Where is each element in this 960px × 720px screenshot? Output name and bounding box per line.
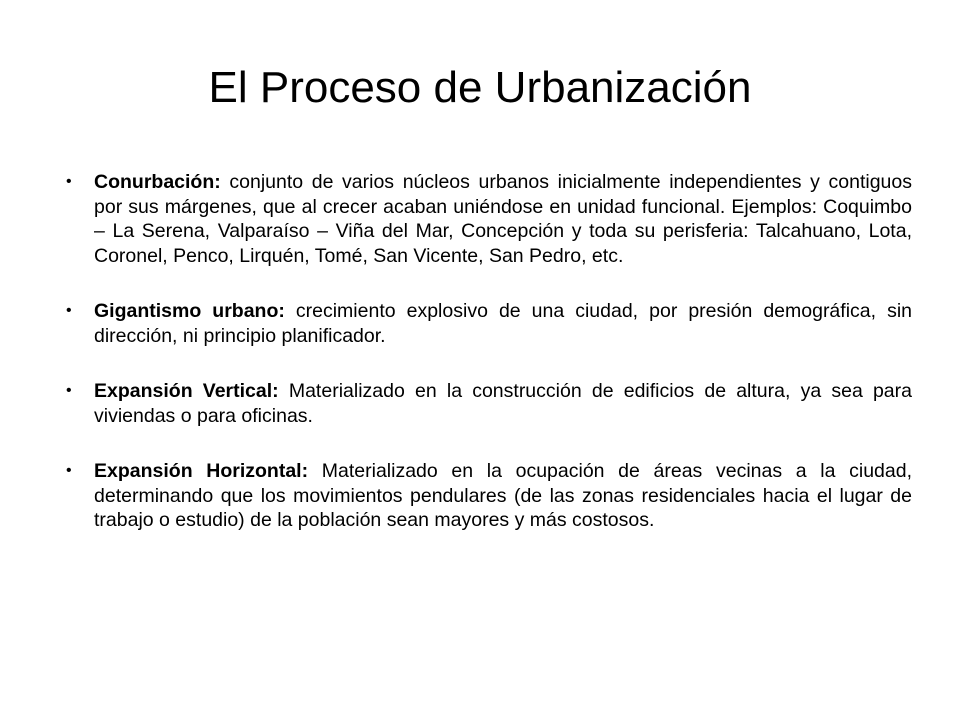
bullet-text: crecimiento explosivo de una ciudad, por presión demográfica, sin dirección, ni principio planificador. — [94, 300, 912, 347]
bullet-icon: • — [66, 462, 72, 479]
bullet-text: Materializado en la ocupación de áreas vecinas a la ciudad, determinando que los movimientos pendulares (de las zonas residenciales hacia el lugar de trabajo o estudio) de la población sean mayores y más costosos. — [94, 460, 912, 531]
bullet-icon: • — [66, 173, 72, 190]
bullet-icon: • — [66, 302, 72, 319]
bullet-term: Expansión Horizontal: — [94, 460, 322, 482]
bullet-icon: • — [66, 382, 72, 399]
bullet-text: conjunto de varios núcleos urbanos inicialmente independientes y contiguos por sus márgenes, que al crecer acaban uniéndose en unidad funcional. Ejemplos: Coquimbo – La Serena, Valparaíso – Viña del Mar, Concepción y toda su perisferia: Talcahuano, Lota, Coronel, Penco, Lirquén, Tomé, San Vicente, San Pedro, etc. — [94, 171, 912, 267]
bullet-list — [66, 170, 912, 533]
bullet-term: Expansión Vertical: — [94, 380, 289, 402]
bullet-item-expansion-horizontal — [66, 459, 912, 533]
bullet-item-conurbacion — [66, 170, 912, 268]
bullet-text: Materializado en la construcción de edificios de altura, ya sea para viviendas o para oficinas. — [94, 380, 912, 427]
bullet-term: Conurbación: — [94, 171, 230, 193]
slide-title: El Proceso de Urbanización — [208, 63, 752, 112]
bullet-item-expansion-vertical — [66, 379, 912, 428]
bullet-item-gigantismo-urbano — [66, 299, 912, 348]
bullet-term: Gigantismo urbano: — [94, 300, 296, 322]
